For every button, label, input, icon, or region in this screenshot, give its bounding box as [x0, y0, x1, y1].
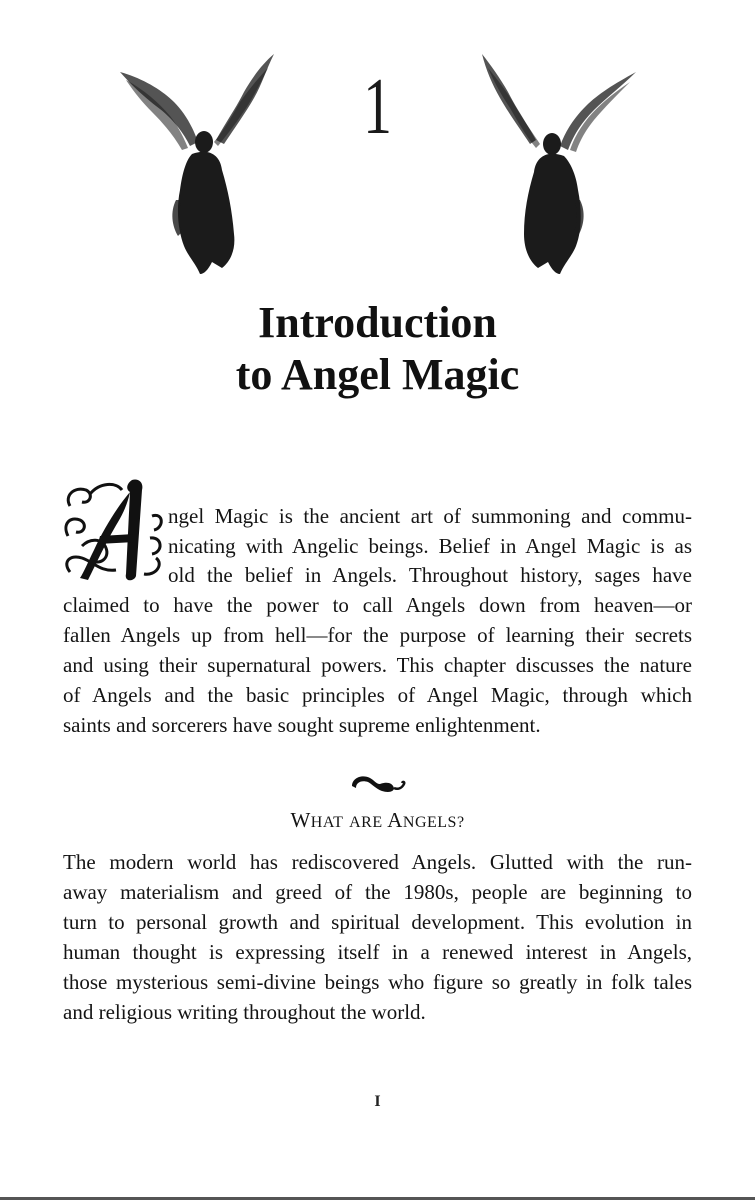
heading-word-1-cap: W — [290, 808, 311, 832]
page-number: I — [374, 1093, 381, 1110]
paragraph-1-line-6: and using their supernatural powers. This chapter discusses the nature — [63, 653, 692, 677]
heading-word-1-rest: HAT — [310, 814, 344, 831]
paragraph-2-line-2: away materialism and greed of the 1980s, people are beginning to — [63, 880, 692, 904]
paragraph-1-line-7: of Angels and the basic principles of Angel Magic, through which — [63, 683, 692, 707]
paragraph-2-line-5: those mysterious semi-divine beings who figure so greatly in folk tales — [63, 970, 692, 994]
angel-illustration-right — [474, 50, 644, 275]
drop-cap-ornate-a — [60, 476, 168, 584]
chapter-title-line-2: to Angel Magic — [235, 350, 520, 399]
fleuron-icon — [348, 772, 408, 794]
paragraph-1-line-4: claimed to have the power to call Angels down from heaven—or — [63, 593, 692, 617]
chapter-title-line-1: Introduction — [258, 298, 497, 347]
heading-word-3-rest: NGELS? — [402, 814, 465, 831]
paragraph-2-line-6: and religious writing throughout the world. — [63, 1000, 426, 1024]
paragraph-1-line-2: nicating with Angelic beings. Belief in Angel Magic is as — [168, 534, 692, 558]
heading-word-3-cap: A — [387, 808, 403, 832]
paragraph-1-line-8: saints and sorcerers have sought supreme enlightenment. — [63, 713, 541, 737]
paragraph-2-line-1: The modern world has rediscovered Angels. Glutted with the run- — [63, 850, 692, 874]
paragraph-2-line-4: human thought is expressing itself in a renewed interest in Angels, — [63, 940, 692, 964]
paragraph-1-line-1: ngel Magic is the ancient art of summoning and commu- — [168, 504, 692, 528]
heading-word-2: ARE — [349, 814, 383, 831]
chapter-number: 1 — [363, 63, 392, 151]
paragraph-1-line-3: old the belief in Angels. Throughout history, sages have — [168, 563, 692, 587]
section-heading — [0, 806, 755, 837]
paragraph-2-line-3: turn to personal growth and spiritual development. This evolution in — [63, 910, 692, 934]
paragraph-1-line-5: fallen Angels up from hell—for the purpose of learning their secrets — [63, 623, 692, 647]
